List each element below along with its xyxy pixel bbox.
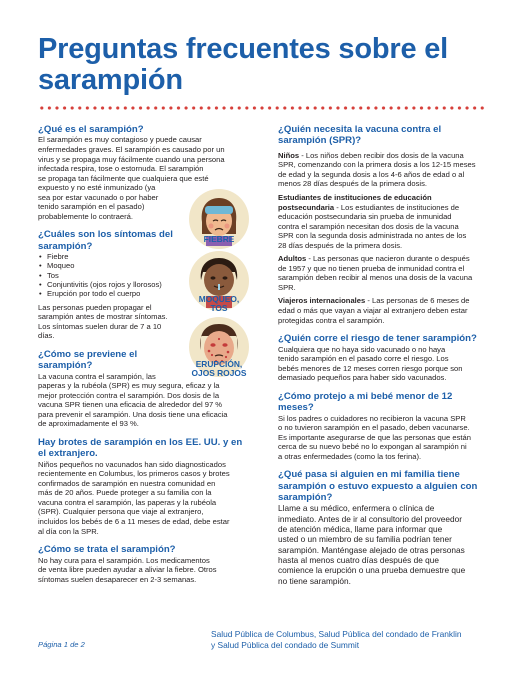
icon-label: TOS <box>210 303 228 313</box>
rash-illustration <box>188 316 250 378</box>
section-heading: sarampión o estuvo expuesto a alguien con <box>278 480 478 492</box>
text-line: de 1957 y que no tienen prueba de inmunidad contra el <box>278 263 465 273</box>
section-heading: sarampión? <box>38 240 93 252</box>
text-line: vacuna contra el sarampión, las paperas y la rubéola <box>38 497 217 507</box>
icon-label: FIEBRE <box>203 234 235 244</box>
text-line: se propaga tan fácilmente que cualquiera que esté <box>38 173 209 183</box>
section-heading: sarampión? <box>278 492 333 504</box>
right-column <box>278 124 493 586</box>
group-label: Adultos <box>278 254 307 264</box>
section-heading: ¿Cómo protejo a mi bebé menor de 12 <box>278 390 453 402</box>
text-line: demasiado pequeños para haber sido vacunados. <box>278 373 447 383</box>
text-line: de atención médica, llame para informar que <box>278 524 443 535</box>
page-number: Página 1 de 2 <box>38 640 85 649</box>
page-title: Preguntas frecuentes sobre el sarampión <box>38 33 449 96</box>
section-heading: sarampión (SPR)? <box>278 135 362 147</box>
group-label: Viajeros internacionales <box>278 296 366 306</box>
section-heading: ¿Cómo se previene el <box>38 348 138 360</box>
footer-organizations <box>211 629 496 650</box>
text-line: sea por estar vacunado o por haber <box>38 192 159 202</box>
icon-label: OJOS ROJOS <box>191 368 247 378</box>
group-label: Niños <box>278 150 300 160</box>
icon-label: MOQUEO, <box>198 294 240 304</box>
text-line: Si los padres o cuidadores no recibieron la vacuna SPR <box>278 413 466 423</box>
text-line: inmediato. Antes de ir al consultorio del proveedor <box>278 513 463 524</box>
text-line: sarampión. Manténgase alejado de otras personas <box>278 544 465 555</box>
text-line: días. <box>38 331 55 341</box>
text-line <box>278 254 493 264</box>
text-line: a otras enfermedades (como la tos ferina). <box>278 451 422 461</box>
text-line: El sarampión es muy contagioso y puede causar <box>38 135 202 145</box>
text-line <box>278 296 493 306</box>
text-span: - Los niños deben recibir dos dosis de la vacuna <box>299 150 464 160</box>
text-line: comience la erupción o una prueba demuestre que <box>278 565 466 576</box>
text-line: enfermedades graves. El sarampión es causado por un <box>38 144 225 154</box>
text-line: de venta libre pueden ayudar a aliviar la fiebre. Otros <box>38 565 217 575</box>
list-item: • Fiebre <box>38 252 250 261</box>
text-line: Los síntomas suelen durar de 7 a 10 <box>38 321 162 331</box>
section-protect-baby <box>278 391 493 462</box>
text-line: edad o más que vayan a viajar al extranjero deben estar <box>278 306 468 316</box>
text-line: tenido sarampión en el pasado corre el riesgo. Los <box>278 354 449 364</box>
icon-label: ERUPCIÓN, <box>195 359 243 369</box>
text-line: cerca de su nuevo bebé no lo expongan al sarampión ni <box>278 442 467 452</box>
text-line: probablemente lo contraerá. <box>38 211 133 221</box>
section-heading: el extranjero. <box>38 448 98 460</box>
text-line: usted o un miembro de su familia podrían tener <box>278 534 452 545</box>
runny-nose-illustration <box>188 250 250 312</box>
text-line: vacuna SPR tienen una eficacia de alrededor del 97 % <box>38 400 223 410</box>
text-line: No hay cura para el sarampión. Los medicamentos <box>38 555 210 565</box>
fever-illustration <box>188 188 250 250</box>
text-line: de aproximadamente el 93 %. <box>38 419 139 429</box>
list-item: • Tos <box>38 271 250 280</box>
text-line: sarampión antes de mostrar síntomas. <box>38 312 168 322</box>
dotted-divider <box>38 106 488 110</box>
text-line: Es importante asegurarse de que las personas que están <box>278 432 471 442</box>
text-line: virus y se propaga muy fácilmente cuando una persona <box>38 154 225 164</box>
text-span: - Las personas que nacieron durante o después <box>306 254 470 264</box>
section-heading: ¿Quién necesita la vacuna contra el <box>278 124 442 135</box>
section-who-at-risk <box>278 333 493 383</box>
section-treatment <box>38 544 250 584</box>
section-who-needs-vaccine <box>278 124 493 325</box>
text-line: sarampión deben recibir al menos una dosis de la vacuna <box>278 273 473 283</box>
text-line: tenido sarampión en el pasado) <box>38 202 145 212</box>
section-heading: sarampión? <box>38 360 93 372</box>
section-heading: ¿Quién corre el riesgo de tener sarampión? <box>278 333 477 345</box>
text-line: 28 días después de la primera dosis. <box>278 240 403 250</box>
text-line: paperas y la rubéola (SPR) es muy segura, eficaz y la <box>38 381 220 391</box>
text-line: de edad y la segunda dosis a los 4-6 años de edad o al <box>278 169 465 179</box>
text-line: La vacuna contra el sarampión, las <box>38 371 156 381</box>
text-line: síntomas suelen desaparecer en 2-3 semanas. <box>38 574 197 584</box>
section-family-exposed <box>278 469 493 586</box>
text-line <box>278 151 493 161</box>
text-line: recientemente en Columbus, los primeros casos y brotes <box>38 469 230 479</box>
section-outbreaks <box>38 437 250 536</box>
text-line: confirmados de sarampión en nuestra comunidad en <box>38 478 216 488</box>
group-label: Estudiantes de instituciones de educación <box>278 193 432 202</box>
text-line: contra el sarampión necesitan dos dosis de la vacuna <box>278 221 459 231</box>
text-line: SPR con la segunda dosis administrada no antes de los <box>278 231 467 241</box>
text-line <box>278 203 493 213</box>
text-line: al día con la SPR. <box>38 526 99 536</box>
text-line: (SPR). Cualquier persona que viaje al extranjero, <box>38 507 204 517</box>
section-heading: ¿Cómo se trata el sarampión? <box>38 544 176 556</box>
text-line: Las personas pueden propagar el <box>38 302 152 312</box>
text-line: bebés menores de 12 meses corren riesgo porque son <box>278 363 463 373</box>
text-line: infectada respira, tose o estornuda. El sarampión <box>38 164 204 174</box>
list-item: • Moqueo <box>38 261 250 270</box>
section-heading: Hay brotes de sarampión en los EE. UU. y en <box>38 436 243 448</box>
text-span: - Las personas de 6 meses de <box>365 296 470 306</box>
section-heading: meses? <box>278 402 314 414</box>
footer-line: Salud Pública de Columbus, Salud Pública del condado de Franklin <box>211 629 462 639</box>
text-line: no tiene sarampión. <box>278 575 351 586</box>
group-label: postsecundaria <box>278 202 335 212</box>
text-line: Niños pequeños no vacunados han sido diagnosticados <box>38 459 226 469</box>
text-line: más de 20 años. Puede proteger a su familia con la <box>38 488 212 498</box>
text-line: para prevenir el sarampión. Una dosis tiene una eficacia <box>38 409 228 419</box>
text-line: expuesto y no esté inmunizado (ya <box>38 183 156 193</box>
text-span: - Los estudiantes de instituciones de <box>334 202 460 212</box>
text-line: mejor protección contra el sarampión. Dos dosis de la <box>38 390 220 400</box>
text-line: incluidos los bebés de 6 a 11 meses de edad, debe estar <box>38 517 230 526</box>
text-line: SPR, comenzando con la primera dosis a los 12-15 meses <box>278 160 476 170</box>
text-line: educación postsecundaria sin prueba de inmunidad <box>278 212 452 222</box>
list-item: • Conjuntivitis (ojos rojos y llorosos) <box>38 280 250 289</box>
footer-line: y Salud Pública del condado de Summit <box>211 639 360 650</box>
text-line: Cualquiera que no haya sido vacunado o no haya <box>278 344 446 354</box>
section-heading: ¿Qué es el sarampión? <box>38 124 144 135</box>
text-line: Llame a su médico, enfermera o clínica de <box>278 503 435 514</box>
text-line: o no tuvieron sarampión en el pasado, deben vacunarse. <box>278 423 470 433</box>
section-heading: ¿Cuáles son los síntomas del <box>38 229 173 241</box>
text-line: menos 28 días después de la primera dosis. <box>278 179 428 189</box>
section-heading: ¿Qué pasa si alguien en mi familia tiene <box>278 469 460 481</box>
text-line: protegidas contra el sarampión. <box>278 315 385 325</box>
text-line: SPR. <box>278 282 296 292</box>
list-item: • Erupción por todo el cuerpo <box>38 289 250 298</box>
text-line: hasta al menos cuatro días después de que <box>278 554 439 565</box>
